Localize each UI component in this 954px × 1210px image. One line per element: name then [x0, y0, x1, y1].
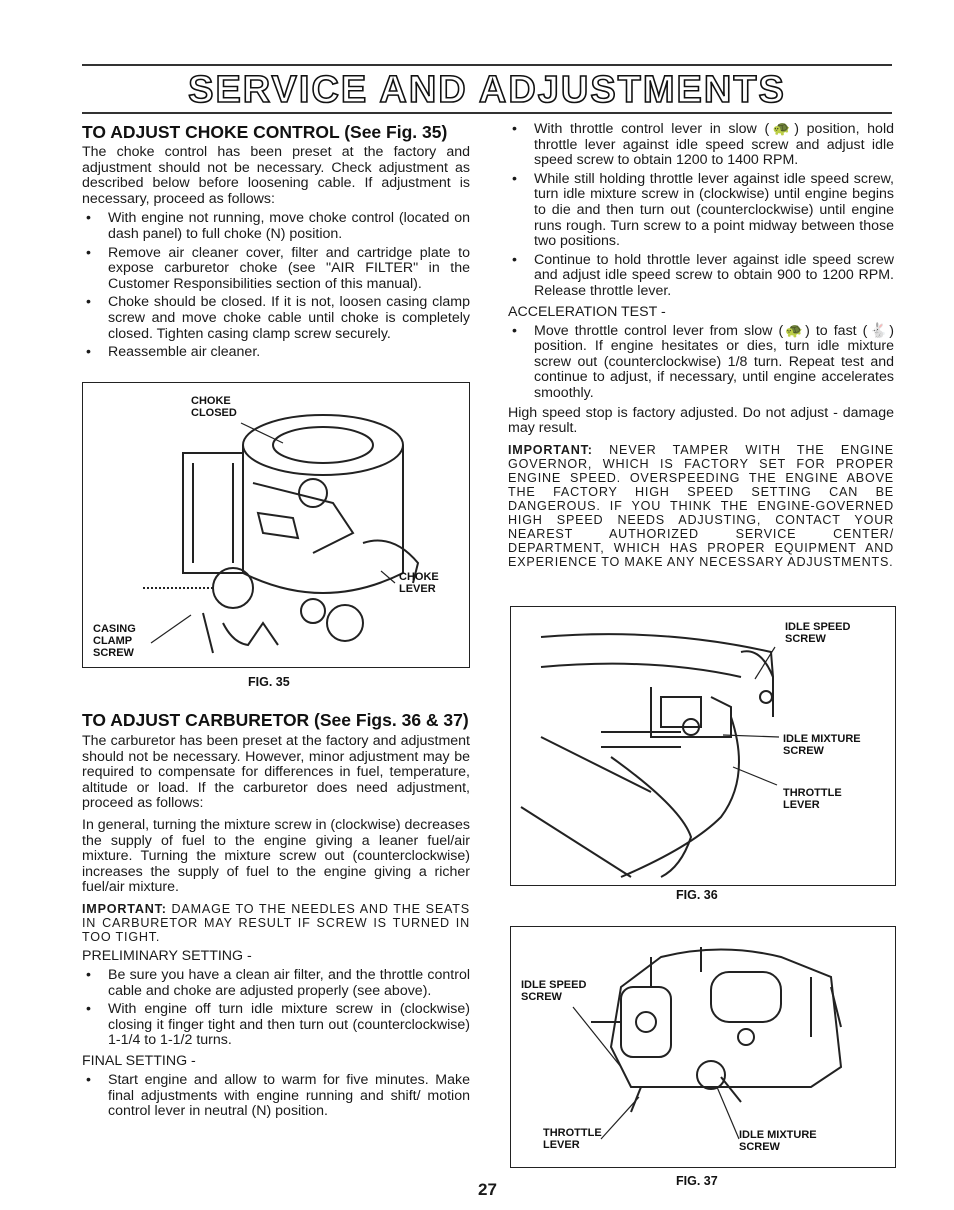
preliminary-step: • Be sure you have a clean air filter, and the throttle control cable and choke are adjusted properly (see above). [82, 968, 470, 999]
carburetor-choke-illustration [83, 383, 469, 667]
choke-step: • Choke should be closed. If it is not, loosen casing clamp screw and move choke cable until choke is completely closed. Tighten casing clamp screw securely. [82, 295, 470, 342]
choke-step: • Reassemble air cleaner. [82, 345, 470, 361]
idle-speed-screw-label: IDLE SPEED SCREW [521, 979, 587, 1003]
final-step: • Start engine and allow to warm for five minutes. Make final adjustments with engine running and shift/ motion control lever in neutral (N) position. [82, 1073, 470, 1120]
high-speed-note: High speed stop is factory adjusted. Do not adjust - damage may result. [508, 404, 894, 437]
carburetor-important [82, 902, 470, 944]
page-title: SERVICE AND ADJUSTMENTS [188, 69, 786, 111]
final-heading: FINAL SETTING - [82, 1052, 196, 1069]
idle-speed-screw-label: IDLE SPEED SCREW [785, 621, 851, 645]
important-text: DAMAGE TO THE NEEDLES AND THE SEATS IN CARBURETOR MAY RESULT IF SCREW IS TURNED IN TOO TIGHT. [82, 901, 470, 944]
fig35-caption: FIG. 35 [248, 675, 290, 689]
fig35-diagram [82, 382, 470, 668]
choke-intro: The choke control has been preset at the factory and adjustment should not be necessary. Check adjustment as described below before loosening cable. If adjustment is necessary, proceed as follows: [82, 144, 470, 207]
choke-step: • With engine not running, move choke control (located on dash panel) to full choke (N) position. [82, 211, 470, 242]
page-number: 27 [478, 1180, 497, 1199]
important-label: IMPORTANT: [508, 442, 593, 457]
fig37-caption: FIG. 37 [676, 1174, 718, 1188]
carburetor-intro: The carburetor has been preset at the factory and adjustment should not be necessary. However, minor adjustment may be required to compensate for differences in fuel, temperature, altitude or load. If the carburetor does need adjustment, proceed as follows: [82, 733, 470, 812]
top-rule [82, 64, 892, 66]
choke-lever-label: CHOKE LEVER [399, 571, 439, 595]
final-step: • While still holding throttle lever against idle speed screw, turn idle mixture screw in (clockwise) until engine begins to die and then turn out (counterclockwise) until engine runs rough. Turn screw to a point midway between those two positions. [508, 172, 894, 250]
preliminary-steps [82, 968, 470, 1049]
choke-steps [82, 211, 470, 360]
casing-clamp-label: CASING CLAMP SCREW [93, 623, 136, 659]
choke-step: • Remove air cleaner cover, filter and cartridge plate to expose carburetor choke (see "AIR FILTER" in the Customer Responsibilities section of this manual). [82, 246, 470, 293]
right-column [508, 122, 894, 573]
preliminary-step: • With engine off turn idle mixture screw in (clockwise) closing it finger tight and then turn out (counterclockwise) 1-1/4 to 1-1/2 turns. [82, 1002, 470, 1049]
acceleration-steps [508, 324, 894, 402]
final-step: • With throttle control lever in slow (🐢) position, hold throttle lever against idle speed screw and adjust idle speed screw to obtain 1200 to 1400 RPM. [508, 122, 894, 169]
fig37-diagram [510, 926, 896, 1168]
important-text: NEVER TAMPER WITH THE ENGINE GOVERNOR, WHICH IS FACTORY SET FOR PROPER ENGINE SPEED. OVERSPEEDING THE ENGINE ABOVE THE FACTORY HIGH SPEED SETTING CAN BE DANGEROUS. IF YOU THINK THE ENGINE-GOVERNED HIGH SPEED NEEDS ADJUSTING, CONTACT YOUR NEAREST AUTHORIZED SERVICE CENTER/ DEPARTMENT, WHICH HAS PROPER EQUIPMENT AND EXPERIENCE TO MAKE ANY NECESSARY ADJUSTMENTS. [508, 442, 894, 569]
title-rule [82, 112, 892, 114]
final-steps [82, 1073, 470, 1120]
choke-closed-label: CHOKE CLOSED [191, 395, 237, 419]
carburetor-general: In general, turning the mixture screw in (clockwise) decreases the supply of fuel to the engine giving a leaner fuel/air mixture. Turning the mixture screw out (counterclockwise) increases the supply of fuel to the engine giving a richer fuel/air mixture. [82, 816, 470, 896]
important-label: IMPORTANT: [82, 901, 167, 916]
idle-mixture-screw-label: IDLE MIXTURE SCREW [739, 1129, 817, 1153]
final-steps-continued [508, 122, 894, 300]
carburetor-heading: TO ADJUST CARBURETOR (See Figs. 36 & 37) [82, 710, 469, 730]
throttle-lever-label: THROTTLE LEVER [543, 1127, 602, 1151]
final-step: • Continue to hold throttle lever against idle speed screw and adjust idle speed screw to obtain 900 to 1200 RPM. Release throttle lever. [508, 253, 894, 300]
fig36-caption: FIG. 36 [676, 888, 718, 902]
preliminary-heading: PRELIMINARY SETTING - [82, 947, 252, 964]
fig36-diagram [510, 606, 896, 886]
acceleration-step: • Move throttle control lever from slow (🐢) to fast (🐇) position. If engine hesitates or dies, turn idle mixture screw out (counterclockwise) 1/8 turn. Repeat test and continue to adjust, if necessary, until engine accelerates smoothly. [508, 324, 894, 402]
governor-important [508, 443, 894, 569]
left-column [82, 122, 470, 365]
throttle-lever-label: THROTTLE LEVER [783, 787, 842, 811]
idle-mixture-screw-label: IDLE MIXTURE SCREW [783, 733, 861, 757]
carburetor-section [82, 710, 470, 1124]
choke-heading: TO ADJUST CHOKE CONTROL (See Fig. 35) [82, 122, 448, 142]
acceleration-heading: ACCELERATION TEST - [508, 303, 666, 320]
